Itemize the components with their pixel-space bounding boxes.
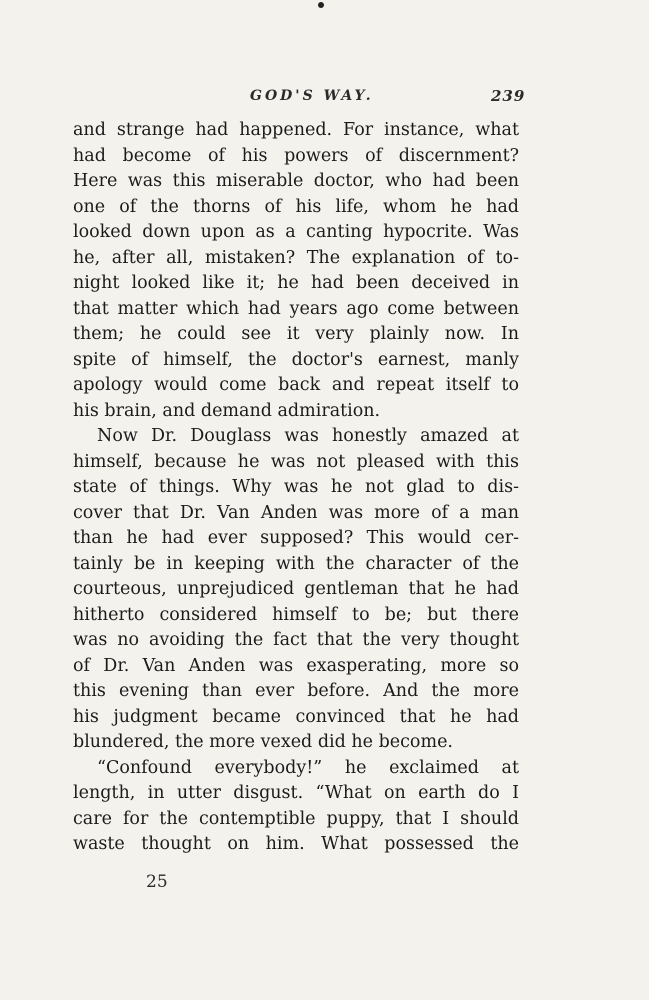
text-line: had become of his powers of discernment? xyxy=(73,145,519,166)
text-line: Here was this miserable doctor, who had been xyxy=(73,171,519,191)
text-line: his brain, and demand admiration. xyxy=(73,400,381,421)
text-line: than he had ever supposed? This would cer- xyxy=(73,528,519,548)
text-line: hitherto considered himself to be; but there xyxy=(73,604,519,625)
ink-dot xyxy=(318,2,324,8)
text-line: this evening than ever before. And the more xyxy=(73,681,519,701)
text-line: tainly be in keeping with the character of the xyxy=(73,553,519,574)
text-line: that matter which had years ago come between xyxy=(73,298,519,319)
text-line: apology would come back and repeat itself to xyxy=(73,375,519,395)
page-number: 239 xyxy=(491,87,526,105)
signature-mark: 25 xyxy=(146,872,168,892)
text-line: state of things. Why was he not glad to dis- xyxy=(73,477,519,497)
text-line: spite of himself, the doctor's earnest, manly xyxy=(73,349,519,370)
text-line: care for the contemptible puppy, that I should xyxy=(73,808,519,829)
text-line: waste thought on him. What possessed the xyxy=(73,834,519,854)
text-line: and strange had happened. For instance, what xyxy=(73,120,519,140)
text-line: his judgment became convinced that he had xyxy=(73,706,519,727)
text-line: of Dr. Van Anden was exasperating, more so xyxy=(73,655,519,676)
text-line: “Confound everybody!” he exclaimed at xyxy=(97,757,519,778)
text-line: looked down upon as a canting hypocrite. Was xyxy=(73,222,519,242)
text-line: was no avoiding the fact that the very thought xyxy=(73,630,519,650)
text-line: them; he could see it very plainly now. In xyxy=(73,324,519,344)
text-line: himself, because he was not pleased with this xyxy=(73,451,519,472)
text-line: blundered, the more vexed did he become. xyxy=(73,732,453,752)
text-line: Now Dr. Douglass was honestly amazed at xyxy=(97,426,519,446)
text-line: courteous, unprejudiced gentleman that he had xyxy=(73,579,519,599)
text-line: night looked like it; he had been deceived in xyxy=(73,273,519,293)
text-line: he, after all, mistaken? The explanation of to- xyxy=(73,247,519,268)
text-line: one of the thorns of his life, whom he had xyxy=(73,196,519,217)
text-line: cover that Dr. Van Anden was more of a man xyxy=(73,502,519,523)
text-line: length, in utter disgust. “What on earth do I xyxy=(73,783,519,803)
body-text xyxy=(73,118,519,858)
running-head: GOD'S WAY. xyxy=(250,88,374,104)
